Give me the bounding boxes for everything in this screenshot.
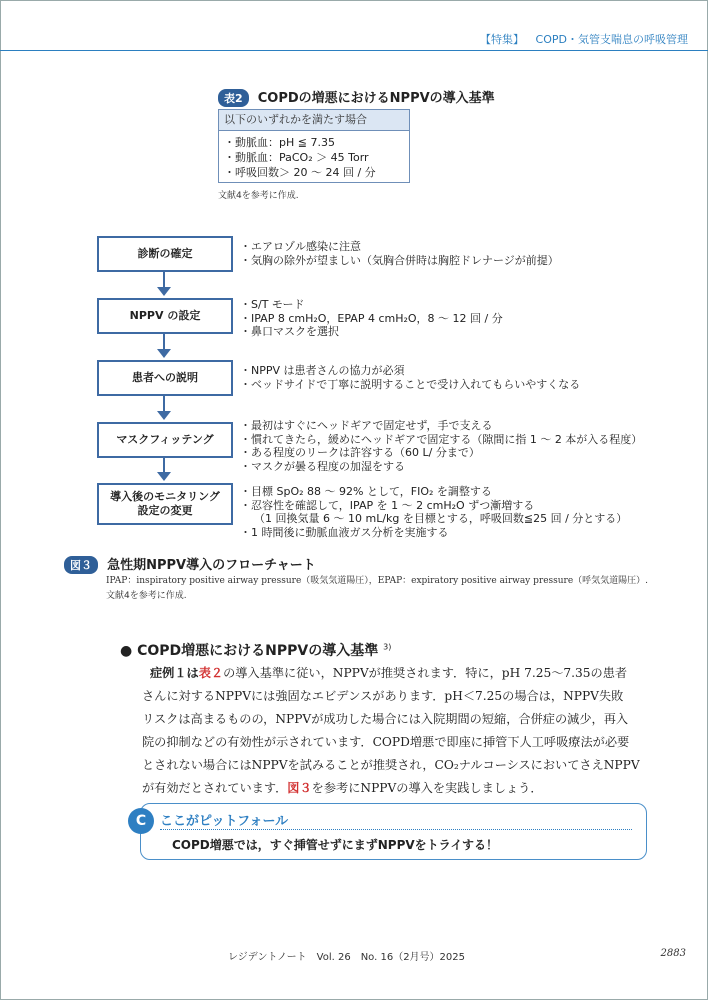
flow-step-diagnosis (97, 236, 233, 272)
section-heading (120, 640, 391, 660)
flow-note: ・IPAP 8 cmH₂O，EPAP 4 cmH₂O，8 〜 12 回 / 分 (240, 311, 503, 325)
body-line: さんに対するNPPVには強固なエビデンスがあります．pH＜7.25の場合は，NPPV失敗 (142, 689, 624, 703)
flow-arrow (163, 456, 165, 473)
flow-note: ・1 時間後に動脈血液ガス分析を実施する (240, 525, 449, 539)
flow-notes-diagnosis (240, 240, 559, 267)
flow-arrowhead (157, 411, 171, 420)
body-segment: の導入基準に従い，NPPVが推奨されます．特に，pH 7.25〜7.35の患者 (223, 666, 628, 680)
table2-note: 文献4を参考に作成. (218, 191, 299, 201)
figure3-link[interactable]: 図３ (287, 781, 312, 795)
body-segment: が有効だとされています． (142, 781, 288, 795)
table2-caption (218, 87, 495, 107)
footer-journal: レジデントノート Vol. 26 No. 16（2月号）2025 (228, 952, 466, 963)
reference-mark: 3) (383, 642, 392, 652)
flow-step-label: マスクフィッテング (116, 433, 214, 446)
pitfall-icon: C (128, 808, 154, 834)
flow-step-label: NPPV の設定 (129, 309, 201, 322)
header-bracket: 【特集】 (480, 33, 525, 46)
running-header (480, 31, 688, 47)
flow-arrow (163, 270, 165, 288)
section-body (142, 662, 652, 800)
flow-notes-monitoring (240, 485, 627, 539)
flow-step-label: 診断の確定 (137, 247, 193, 260)
flow-note: ・最初はすぐにヘッドギアで固定せず，手で支える (240, 419, 493, 432)
flow-notes-explanation (240, 364, 580, 391)
pitfall-title: ここがピットフォール (160, 814, 289, 829)
table2-box (218, 109, 410, 183)
flow-step-mask-fitting (97, 422, 233, 458)
table2-tag: 表2 (218, 89, 249, 107)
body-segment: 症例１は (150, 666, 199, 680)
flow-note: ・鼻口マスクを選択 (240, 325, 339, 338)
flow-note: ・目標 SpO₂ 88 〜 92% として，FIO₂ を調整する (240, 485, 492, 498)
section-heading-text: COPD増悪におけるNPPVの導入基準 (137, 643, 379, 659)
flow-arrowhead (157, 472, 171, 481)
flow-note: ・ベッドサイドで丁寧に説明することで受け入れてもらいやすくなる (240, 377, 581, 391)
body-line (142, 777, 652, 800)
page-number: 2883 (660, 948, 686, 959)
flow-note: ・エアロゾル感染に注意 (240, 240, 361, 253)
table2-link[interactable]: 表２ (198, 666, 224, 680)
figure3-note: IPAP：inspiratory positive airway pressure（吸気気道陽圧），EPAP：expiratory positive airway pressure（呼気気道陽圧）. (106, 576, 649, 586)
body-line: とされない場合にはNPPVを試みることが推奨され，CO₂ナルコーシスにおいてさえNPPV (142, 758, 640, 772)
pitfall-divider (160, 829, 632, 830)
flow-step-label: 患者への説明 (132, 371, 198, 384)
flow-step-label: 導入後のモニタリング (110, 490, 220, 503)
figure3-caption (64, 554, 316, 574)
header-rule (0, 50, 708, 51)
figure3-note-source: 文献4を参考に作成. (106, 591, 187, 601)
flow-notes-mask-fitting (240, 419, 642, 473)
body-line: 院の抑制などの有効性が示されています．COPD増悪で即座に挿管下人工呼吸療法が必要 (142, 735, 630, 749)
body-line (142, 662, 652, 685)
flow-note: ・気胸の除外が望ましい（気胸合併時は胸腔ドレナージが前提） (240, 253, 559, 267)
flow-arrow (163, 394, 165, 412)
flow-notes-nppv-settings (240, 298, 503, 339)
flow-arrow (163, 332, 165, 350)
flow-note: ・NPPV は患者さんの協力が必須 (240, 364, 405, 377)
body-line: リスクは高まるものの，NPPVが成功した場合には入院期間の短縮，合併症の減少，再入 (142, 712, 629, 726)
flow-note: ・慣れてきたら，緩めにヘッドギアで固定する（隙間に指 1 〜 2 本が入る程度） (240, 432, 643, 446)
flow-note: ・ある程度のリークは許容する（60 L/ 分まで） (240, 446, 480, 459)
figure3-title: 急性期NPPV導入のフローチャート (107, 558, 316, 573)
flow-note: ・S/T モード (240, 298, 305, 311)
table2-title: COPDの増悪におけるNPPVの導入基準 (257, 91, 495, 106)
flow-arrowhead (157, 349, 171, 358)
flow-step-monitoring (97, 483, 233, 525)
flow-note: ・マスクが曇る程度の加湿をする (240, 459, 405, 473)
pitfall-text: COPD増悪では，すぐ挿管せずにまずNPPVをトライする！ (172, 838, 498, 852)
table2-row: ・動脈血：pH ≦ 7.35 (224, 136, 335, 149)
flow-note: （1 回換気量 6 〜 10 mL/kg を目標とする，呼吸回数≦25 回 / 分とする） (254, 512, 628, 525)
bullet-icon: ● (120, 643, 133, 659)
flow-step-explanation (97, 360, 233, 396)
body-segment: を参考にNPPVの導入を実践しましょう． (311, 781, 543, 795)
header-title: COPD・気管支喘息の呼吸管理 (535, 33, 688, 46)
flow-note: ・忍容性を確認して，IPAP を 1 〜 2 cmH₂O ずつ漸増する (240, 498, 535, 512)
figure3-tag: 図３ (64, 556, 98, 574)
flow-step-label: 設定の変更 (137, 504, 193, 517)
flow-step-nppv-settings (97, 298, 233, 334)
flow-arrowhead (157, 287, 171, 296)
table2-row: ・呼吸回数＞ 20 〜 24 回 / 分 (224, 166, 376, 179)
table2-head: 以下のいずれかを満たす場合 (219, 110, 409, 131)
table2-row: ・動脈血：PaCO₂ ＞ 45 Torr (224, 151, 369, 164)
